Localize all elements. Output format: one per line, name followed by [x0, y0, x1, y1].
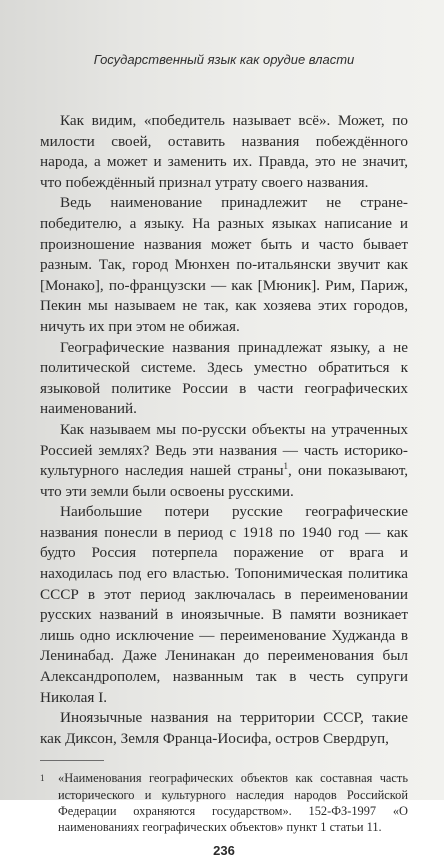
footnote: [40, 770, 408, 835]
body-text: [40, 111, 408, 749]
paragraph-4-continuation: , они показывают, что эти земли были освоены русскими.: [40, 462, 408, 500]
footnote-reference: 1: [283, 461, 289, 472]
paragraph-3: Географические названия принадлежат языку, а не политической системе. Здесь уместно обратиться к языковой политике России в части географических наименований.: [40, 338, 408, 418]
paragraph-6: Иноязычные названия на территории СССР, такие как Диксон, Земля Франца-Иосифа, остров Свердруп,: [40, 709, 408, 747]
page-number: 236: [213, 843, 235, 858]
paragraph-2: Ведь наименование принадлежит не стране-победителю, а языку. На разных языках написание и произношение названия может быть и часто бывает разным. Так, город Мюнхен по-итальянски звучит как [Монако], по-французски — как [Мюник]. Рим, Париж, Пекин мы называем не так, как хозяева этих городов, ничуть их при этом не обижая.: [40, 194, 408, 335]
footnote-mark: 1: [40, 773, 45, 784]
footnote-text: «Наименования географических объектов как составная часть исторического и культурного наследия народов Российской Федерации охраняются государством». 152-ФЗ-1997 «О наименованиях географических объектов» пункт 1 статьи 11.: [58, 771, 408, 835]
paragraph-1: Как видим, «победитель называет всё». Может, по милости своей, оставить названия побеждённого народа, а может и заменить их. Правда, это не значит, что побеждённый признал утрату своего названия.: [40, 112, 408, 191]
running-head: Государственный язык как орудие власти: [93, 52, 355, 67]
paragraph-5: Наибольшие потери русские географические названия понесли в период с 1918 по 1940 год — как будто Россия потерпела поражение от врага и находилась под его властью. Топонимическая политика СССР в этот период заключалась в переименовании русских названий в иноязычные. В памяти возникает лишь одно исключение — переименование Худжанда в Ленинабад. Даже Ленинакан до переименования был Александрополем, названным так в честь супруги Николая I.: [40, 503, 408, 706]
footnote-divider: [40, 760, 104, 761]
paragraph-4: [40, 420, 408, 502]
paragraph-4-text: Как называем мы по-русски объекты на утраченных Россией землях? Ведь эти названия — часть историко-культурного наследия нашей страны: [40, 420, 408, 480]
